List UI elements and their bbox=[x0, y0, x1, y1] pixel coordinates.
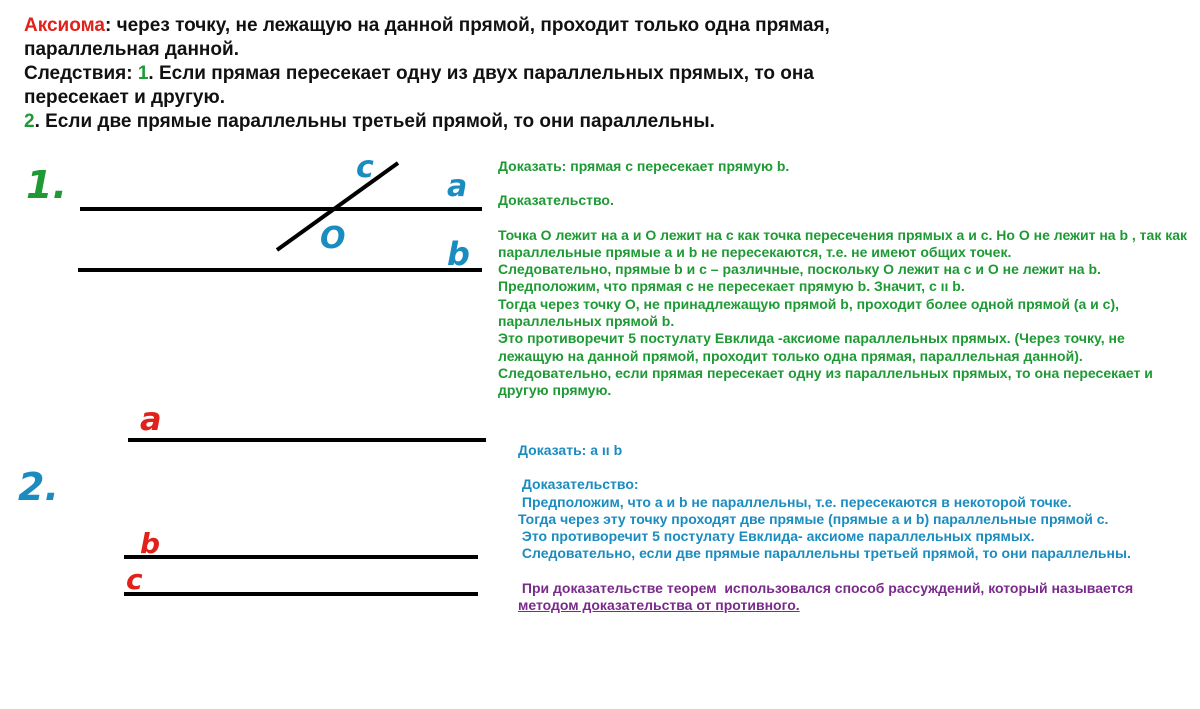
proof2-line: Тогда через эту точку проходят две прямые (прямые а и b) параллельные прямой с. bbox=[518, 510, 1109, 527]
corollaries-label: Следствия: bbox=[24, 63, 138, 84]
corollary-1-text: . Если прямая пересекает одну из двух параллельных прямых, то она пересекает и другую. bbox=[24, 63, 814, 108]
proof2-title: Доказательство: bbox=[518, 476, 639, 493]
proof2-line: Предположим, что а и b не параллельны, т.е. пересекаются в некоторой точке. bbox=[518, 493, 1072, 510]
figure1-label-c: c bbox=[356, 150, 374, 185]
figure1-label-b: b bbox=[447, 235, 470, 273]
proof1-title: Доказательство. bbox=[498, 192, 614, 209]
figure2-label-c: c bbox=[126, 563, 143, 596]
proof1-line: Следовательно, прямые b и с – различные, поскольку О лежит на с и О не лежит на b. bbox=[498, 261, 1101, 278]
figure2-number: 2. bbox=[18, 465, 59, 509]
corollary-2-number: 2 bbox=[24, 111, 35, 132]
proof-1 bbox=[498, 158, 1192, 400]
figure1-label-a: a bbox=[447, 169, 468, 204]
conclusion-method: методом доказательства от противного. bbox=[518, 597, 800, 614]
conclusion bbox=[518, 580, 1158, 615]
figure1-number: 1. bbox=[26, 163, 67, 207]
axiom-text: : через точку, не лежащую на данной прямой, проходит только одна прямая, параллельная данной. bbox=[24, 15, 830, 60]
conclusion-text: При доказательстве теорем использовался способ рассуждений, который называется bbox=[518, 579, 1138, 596]
proof1-goal: Доказать: прямая с пересекает прямую b. bbox=[498, 158, 790, 174]
corollary-1-number: 1 bbox=[137, 63, 149, 84]
proof1-line: Точка О лежит на а и О лежит на с как точка пересечения прямых а и с. Но О не лежит на b , так как параллельные прямые а и b не пересекаются, т.е. не имеют общих точек. bbox=[498, 226, 1188, 260]
figure1-label-o: O bbox=[320, 221, 346, 256]
proof2-goal: Доказать: a ıı b bbox=[518, 442, 623, 458]
proof2-line: Это противоречит 5 постулату Евклида- аксиоме параллельных прямых. bbox=[518, 528, 1035, 545]
proof-2 bbox=[518, 442, 1158, 614]
figure2-label-a: a bbox=[140, 400, 162, 438]
proof1-line: Предположим, что прямая с не пересекает прямую b. Значит, c ıı b. bbox=[498, 278, 965, 295]
proof1-line: Тогда через точку О, не принадлежащую прямой b, проходит более одной прямой (а и с), параллельных прямой b. bbox=[498, 295, 1120, 330]
figure2-label-b: b bbox=[140, 527, 161, 560]
corollary-2-text: . Если две прямые параллельны третьей прямой, то они параллельны. bbox=[34, 111, 715, 132]
proof2-line: Следовательно, если две прямые параллельны третьей прямой, то они параллельны. bbox=[518, 545, 1131, 562]
proof1-line: Следовательно, если прямая пересекает одну из параллельных прямых, то она пересекает и другую прямую. bbox=[498, 364, 1153, 399]
proof1-line: Это противоречит 5 постулату Евклида -аксиоме параллельных прямых. (Через точку, не лежащую на данной прямой, проходит только одна прямая, параллельная данной). bbox=[498, 330, 1125, 364]
axiom-word: Аксиома bbox=[24, 15, 105, 36]
